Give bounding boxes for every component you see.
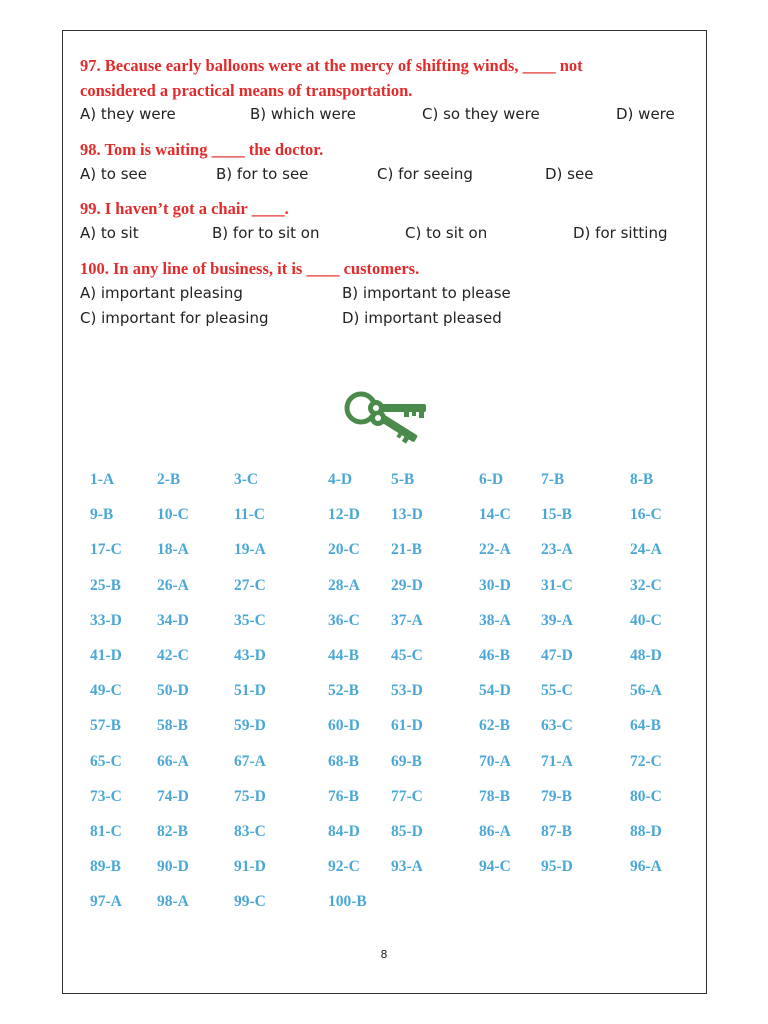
question-97-line-1: 97. Because early balloons were at the mercy of shifting winds, ____ not: [80, 56, 583, 75]
answer-key-item: 71-A: [541, 752, 573, 770]
answer-key-item: 42-C: [157, 647, 189, 664]
answer-key-item: 53-D: [391, 682, 423, 700]
answer-key-item: 40-C: [630, 611, 662, 629]
answer-key-item: 7-B: [541, 471, 565, 488]
answer-key-item: 85-D: [391, 823, 423, 840]
answer-key-item: 57-B: [90, 717, 121, 735]
question-98-option-c: C) for seeing: [377, 165, 473, 183]
answer-key-item: 83-C: [234, 823, 266, 840]
answer-key-item: 63-C: [541, 717, 573, 735]
answer-key-item: 14-C: [479, 506, 511, 524]
answer-key-item: 8-B: [630, 471, 654, 488]
question-99-option-c: C) to sit on: [405, 224, 488, 242]
answer-key-item: 81-C: [90, 823, 122, 840]
answer-key-item: 38-A: [479, 611, 511, 629]
answer-key-item: 100-B: [328, 893, 367, 911]
answer-key-item: 5-B: [391, 471, 415, 488]
answer-key-item: 26-A: [157, 576, 189, 594]
answer-key-item: 94-C: [479, 858, 511, 876]
answer-key-item: 52-B: [328, 682, 359, 700]
answer-key-item: 19-A: [234, 541, 266, 559]
question-97-line-2: considered a practical means of transportation.: [80, 81, 413, 100]
answer-key-item: 84-D: [328, 823, 360, 840]
answer-key-item: 51-D: [234, 682, 266, 700]
answer-key-item: 60-D: [328, 717, 360, 735]
answer-key-item: 72-C: [630, 752, 662, 770]
answer-key-item: 61-D: [391, 717, 423, 735]
answer-key-item: 96-A: [630, 858, 662, 876]
answer-key-item: 13-D: [391, 506, 423, 524]
answer-key-item: 74-D: [157, 787, 189, 805]
question-100-option-a: A) important pleasing: [80, 284, 243, 302]
answer-key-item: 95-D: [541, 858, 573, 876]
answer-key-item: 48-D: [630, 647, 662, 664]
answer-key-item: 16-C: [630, 506, 662, 524]
answer-key-item: 15-B: [541, 506, 572, 524]
answer-key-item: 30-D: [479, 576, 511, 594]
question-97-option-d: D) were: [616, 105, 675, 123]
answer-key-item: 21-B: [391, 541, 422, 559]
answer-key-item: 68-B: [328, 752, 359, 770]
question-98-option-a: A) to see: [80, 165, 147, 183]
answer-key-item: 78-B: [479, 787, 510, 805]
answer-key-item: 11-C: [234, 506, 265, 524]
answer-key-item: 62-B: [479, 717, 510, 735]
answer-key-item: 47-D: [541, 647, 573, 664]
answer-key-item: 32-C: [630, 576, 662, 594]
page-number: 8: [380, 948, 388, 961]
answer-key-item: 33-D: [90, 611, 122, 629]
answer-key-item: 77-C: [391, 787, 423, 805]
question-99-option-a: A) to sit: [80, 224, 139, 242]
answer-key-item: 75-D: [234, 787, 266, 805]
answer-key-item: 27-C: [234, 576, 266, 594]
answer-key-item: 76-B: [328, 787, 359, 805]
answer-key-item: 86-A: [479, 823, 511, 840]
answer-key-item: 1-A: [90, 471, 115, 488]
answer-key-item: 55-C: [541, 682, 573, 700]
question-98: 98. Tom is waiting ____ the doctor.: [80, 140, 324, 159]
answer-key-item: 93-A: [391, 858, 423, 876]
answer-key-item: 12-D: [328, 506, 360, 524]
answer-key-item: 10-C: [157, 506, 189, 524]
answer-key-item: 17-C: [90, 541, 122, 559]
answer-key-item: 31-C: [541, 576, 573, 594]
answer-key-item: 66-A: [157, 752, 189, 770]
question-100-option-b: B) important to please: [342, 284, 511, 302]
answer-key-item: 87-B: [541, 823, 572, 840]
answer-key-item: 43-D: [234, 647, 266, 664]
question-100: 100. In any line of business, it is ____ customers.: [80, 259, 420, 278]
answer-key-item: 36-C: [328, 611, 360, 629]
answer-key-item: 50-D: [157, 682, 189, 700]
question-99-option-d: D) for sitting: [573, 224, 668, 242]
answer-key-item: 97-A: [90, 893, 122, 911]
answer-key-item: 41-D: [90, 647, 122, 664]
answer-key-item: 69-B: [391, 752, 422, 770]
answer-key-item: 89-B: [90, 858, 121, 876]
question-100-option-d: D) important pleased: [342, 309, 502, 327]
answer-key-item: 98-A: [157, 893, 189, 911]
answer-key-item: 18-A: [157, 541, 189, 559]
question-98-option-b: B) for to see: [216, 165, 309, 183]
answer-key-item: 64-B: [630, 717, 661, 735]
question-99-option-b: B) for to sit on: [212, 224, 320, 242]
answer-key-item: 73-C: [90, 787, 122, 805]
keys-icon: [342, 388, 428, 448]
answer-key-item: 44-B: [328, 647, 359, 664]
question-97-option-a: A) they were: [80, 105, 176, 123]
answer-key-item: 34-D: [157, 611, 189, 629]
answer-key-item: 25-B: [90, 576, 121, 594]
answer-key-item: 35-C: [234, 611, 266, 629]
answer-key-item: 22-A: [479, 541, 511, 559]
answer-key-item: 70-A: [479, 752, 511, 770]
question-97-option-c: C) so they were: [422, 105, 540, 123]
answer-key-item: 29-D: [391, 576, 423, 594]
answer-key-item: 28-A: [328, 576, 360, 594]
answer-key-item: 2-B: [157, 471, 181, 488]
answer-key-item: 23-A: [541, 541, 573, 559]
answer-key-item: 9-B: [90, 506, 114, 524]
answer-key-item: 80-C: [630, 787, 662, 805]
answer-key-item: 39-A: [541, 611, 573, 629]
answer-key-item: 20-C: [328, 541, 360, 559]
answer-key-item: 91-D: [234, 858, 266, 876]
answer-key-item: 24-A: [630, 541, 662, 559]
answer-key-item: 90-D: [157, 858, 189, 876]
answer-key-item: 65-C: [90, 752, 122, 770]
answer-key-item: 49-C: [90, 682, 122, 700]
answer-key-item: 92-C: [328, 858, 360, 876]
answer-key-item: 6-D: [479, 471, 504, 488]
answer-key-item: 56-A: [630, 682, 662, 700]
answer-key-item: 58-B: [157, 717, 188, 735]
answer-key-item: 54-D: [479, 682, 511, 700]
answer-key-item: 82-B: [157, 823, 188, 840]
answer-key-item: 79-B: [541, 787, 572, 805]
question-100-option-c: C) important for pleasing: [80, 309, 269, 327]
answer-key-item: 67-A: [234, 752, 266, 770]
answer-key-item: 46-B: [479, 647, 510, 664]
question-98-option-d: D) see: [545, 165, 594, 183]
question-99: 99. I haven’t got a chair ____.: [80, 199, 289, 218]
answer-key-item: 45-C: [391, 647, 423, 664]
answer-key-item: 37-A: [391, 611, 423, 629]
answer-key-item: 4-D: [328, 471, 353, 488]
answer-key-item: 99-C: [234, 893, 266, 911]
answer-key-item: 59-D: [234, 717, 266, 735]
answer-key-item: 88-D: [630, 823, 662, 840]
answer-key-item: 3-C: [234, 471, 259, 488]
question-97-option-b: B) which were: [250, 105, 356, 123]
